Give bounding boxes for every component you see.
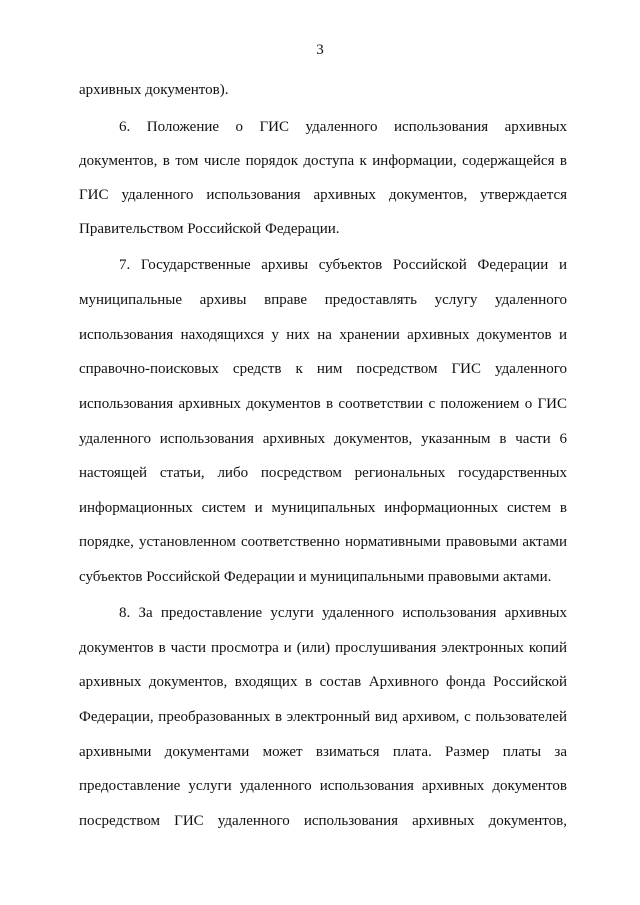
text-line: порядке, установленном соответственно нормативными правовыми актами [79,534,567,550]
text-line: муниципальные архивы вправе предоставлять услугу удаленного [79,292,567,308]
text-line: 8. За предоставление услуги удаленного использования архивных [119,605,567,621]
text-line: предоставление услуги удаленного использования архивных документов [79,778,567,794]
text-line: архивных документов, входящих в состав Архивного фонда Российской [79,674,567,690]
text-line: справочно-поисковых средств к ним посредством ГИС удаленного [79,361,567,377]
text-line: посредством ГИС удаленного использования архивных документов, [79,813,567,829]
text-line: Правительством Российской Федерации. [79,221,340,237]
text-line: использования архивных документов в соответствии с положением о ГИС [79,396,567,412]
text-line: информационных систем и муниципальных информационных систем в [79,500,567,516]
text-line: 6. Положение о ГИС удаленного использования архивных [119,119,567,135]
text-line: Федерации, преобразованных в электронный вид архивом, с пользователей [79,709,567,725]
text-line: ГИС удаленного использования архивных документов, утверждается [79,187,567,203]
page-number: 3 [316,42,324,58]
text-line: документов, в том числе порядок доступа к информации, содержащейся в [79,153,567,169]
text-line: 7. Государственные архивы субъектов Российской Федерации и [119,257,567,273]
text-line: архивными документами может взиматься плата. Размер платы за [79,744,567,760]
text-line: документов в части просмотра и (или) прослушивания электронных копий [79,640,567,656]
text-line: удаленного использования архивных документов, указанным в части 6 [79,431,567,447]
text-line: использования находящихся у них на хранении архивных документов и [79,327,567,343]
text-line: настоящей статьи, либо посредством региональных государственных [79,465,567,481]
text-line: архивных документов). [79,82,229,98]
text-line: субъектов Российской Федерации и муниципальными правовыми актами. [79,569,552,585]
